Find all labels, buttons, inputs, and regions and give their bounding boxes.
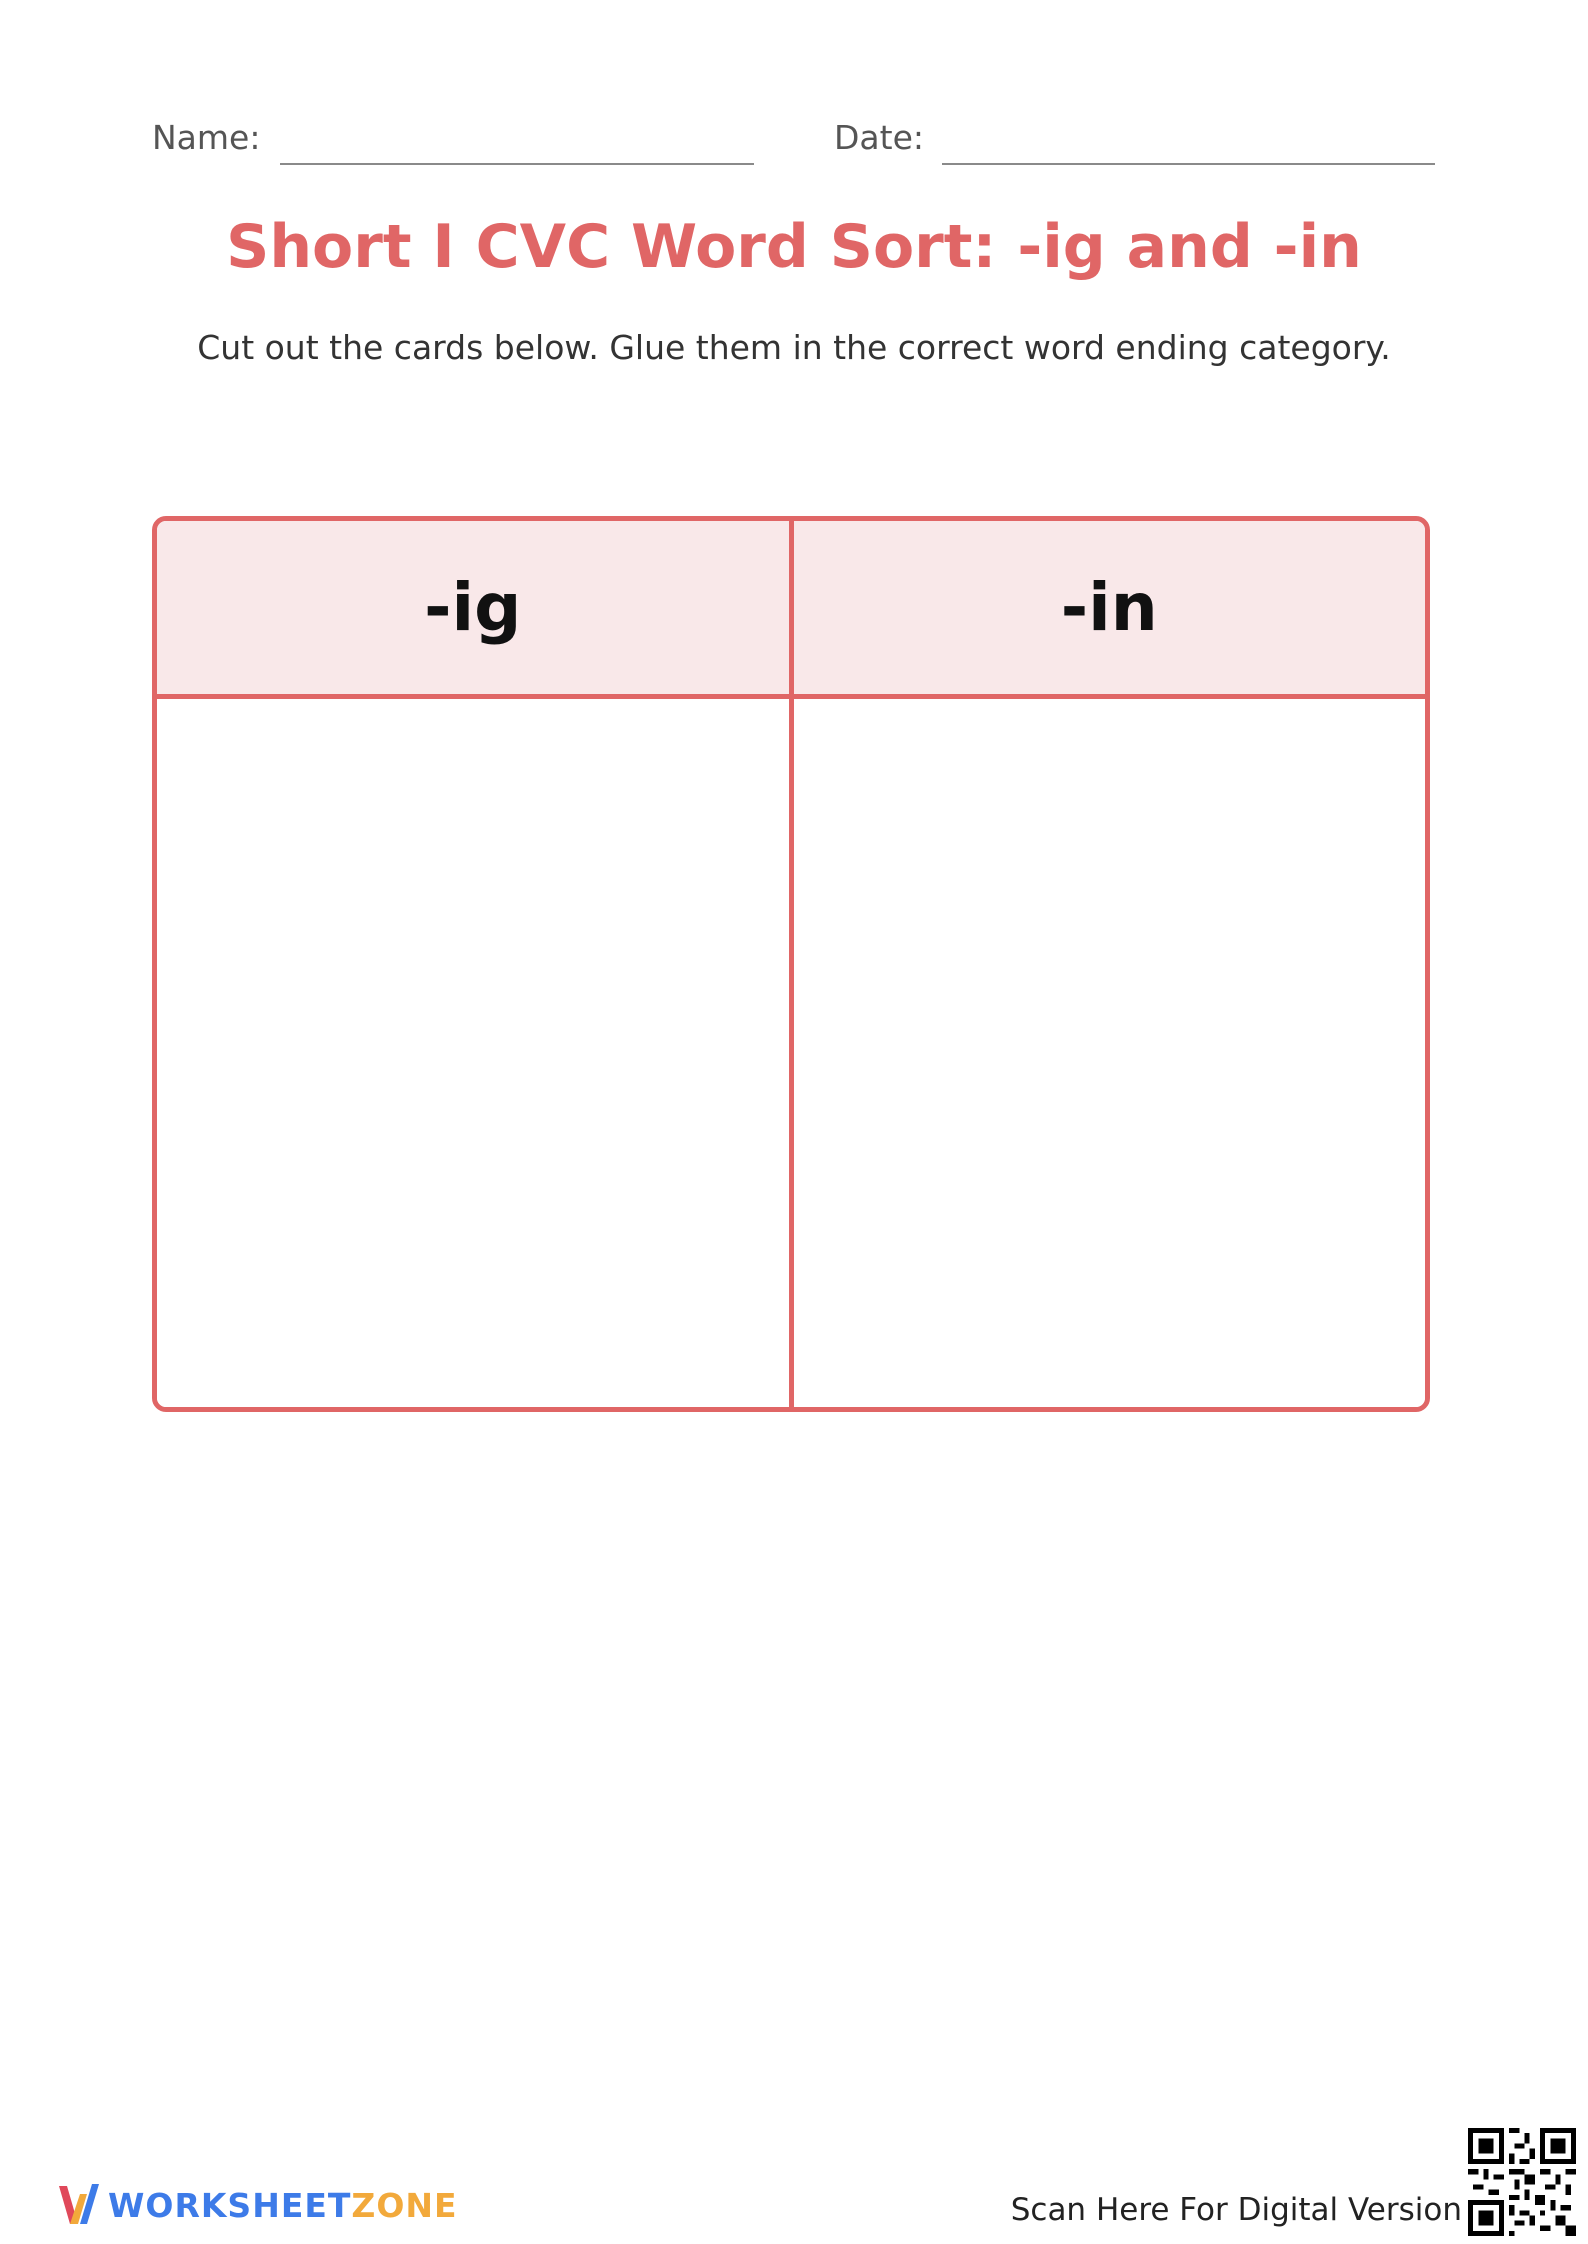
brand-name-part2: ZONE (351, 2186, 458, 2225)
drop-area-ig[interactable] (157, 699, 789, 1407)
date-label: Date: (834, 118, 924, 157)
column-header-in: -in (794, 521, 1426, 694)
page-title: Short I CVC Word Sort: -ig and -in (226, 212, 1362, 282)
scan-instruction: Scan Here For Digital Version (1010, 2192, 1462, 2228)
date-field[interactable] (942, 163, 1435, 165)
brand-name-part1: WORKSHEET (108, 2186, 352, 2225)
name-field[interactable] (280, 163, 754, 165)
column-header-ig: -ig (157, 521, 789, 694)
qr-code-icon[interactable] (1468, 2128, 1576, 2236)
name-label: Name: (152, 118, 261, 157)
worksheetzone-logo-icon (56, 2180, 100, 2228)
drop-area-in[interactable] (794, 699, 1426, 1407)
instructions-text: Cut out the cards below. Glue them in the correct word ending category. (197, 328, 1391, 367)
brand-name (108, 2186, 458, 2225)
word-sort-table (152, 516, 1430, 1412)
